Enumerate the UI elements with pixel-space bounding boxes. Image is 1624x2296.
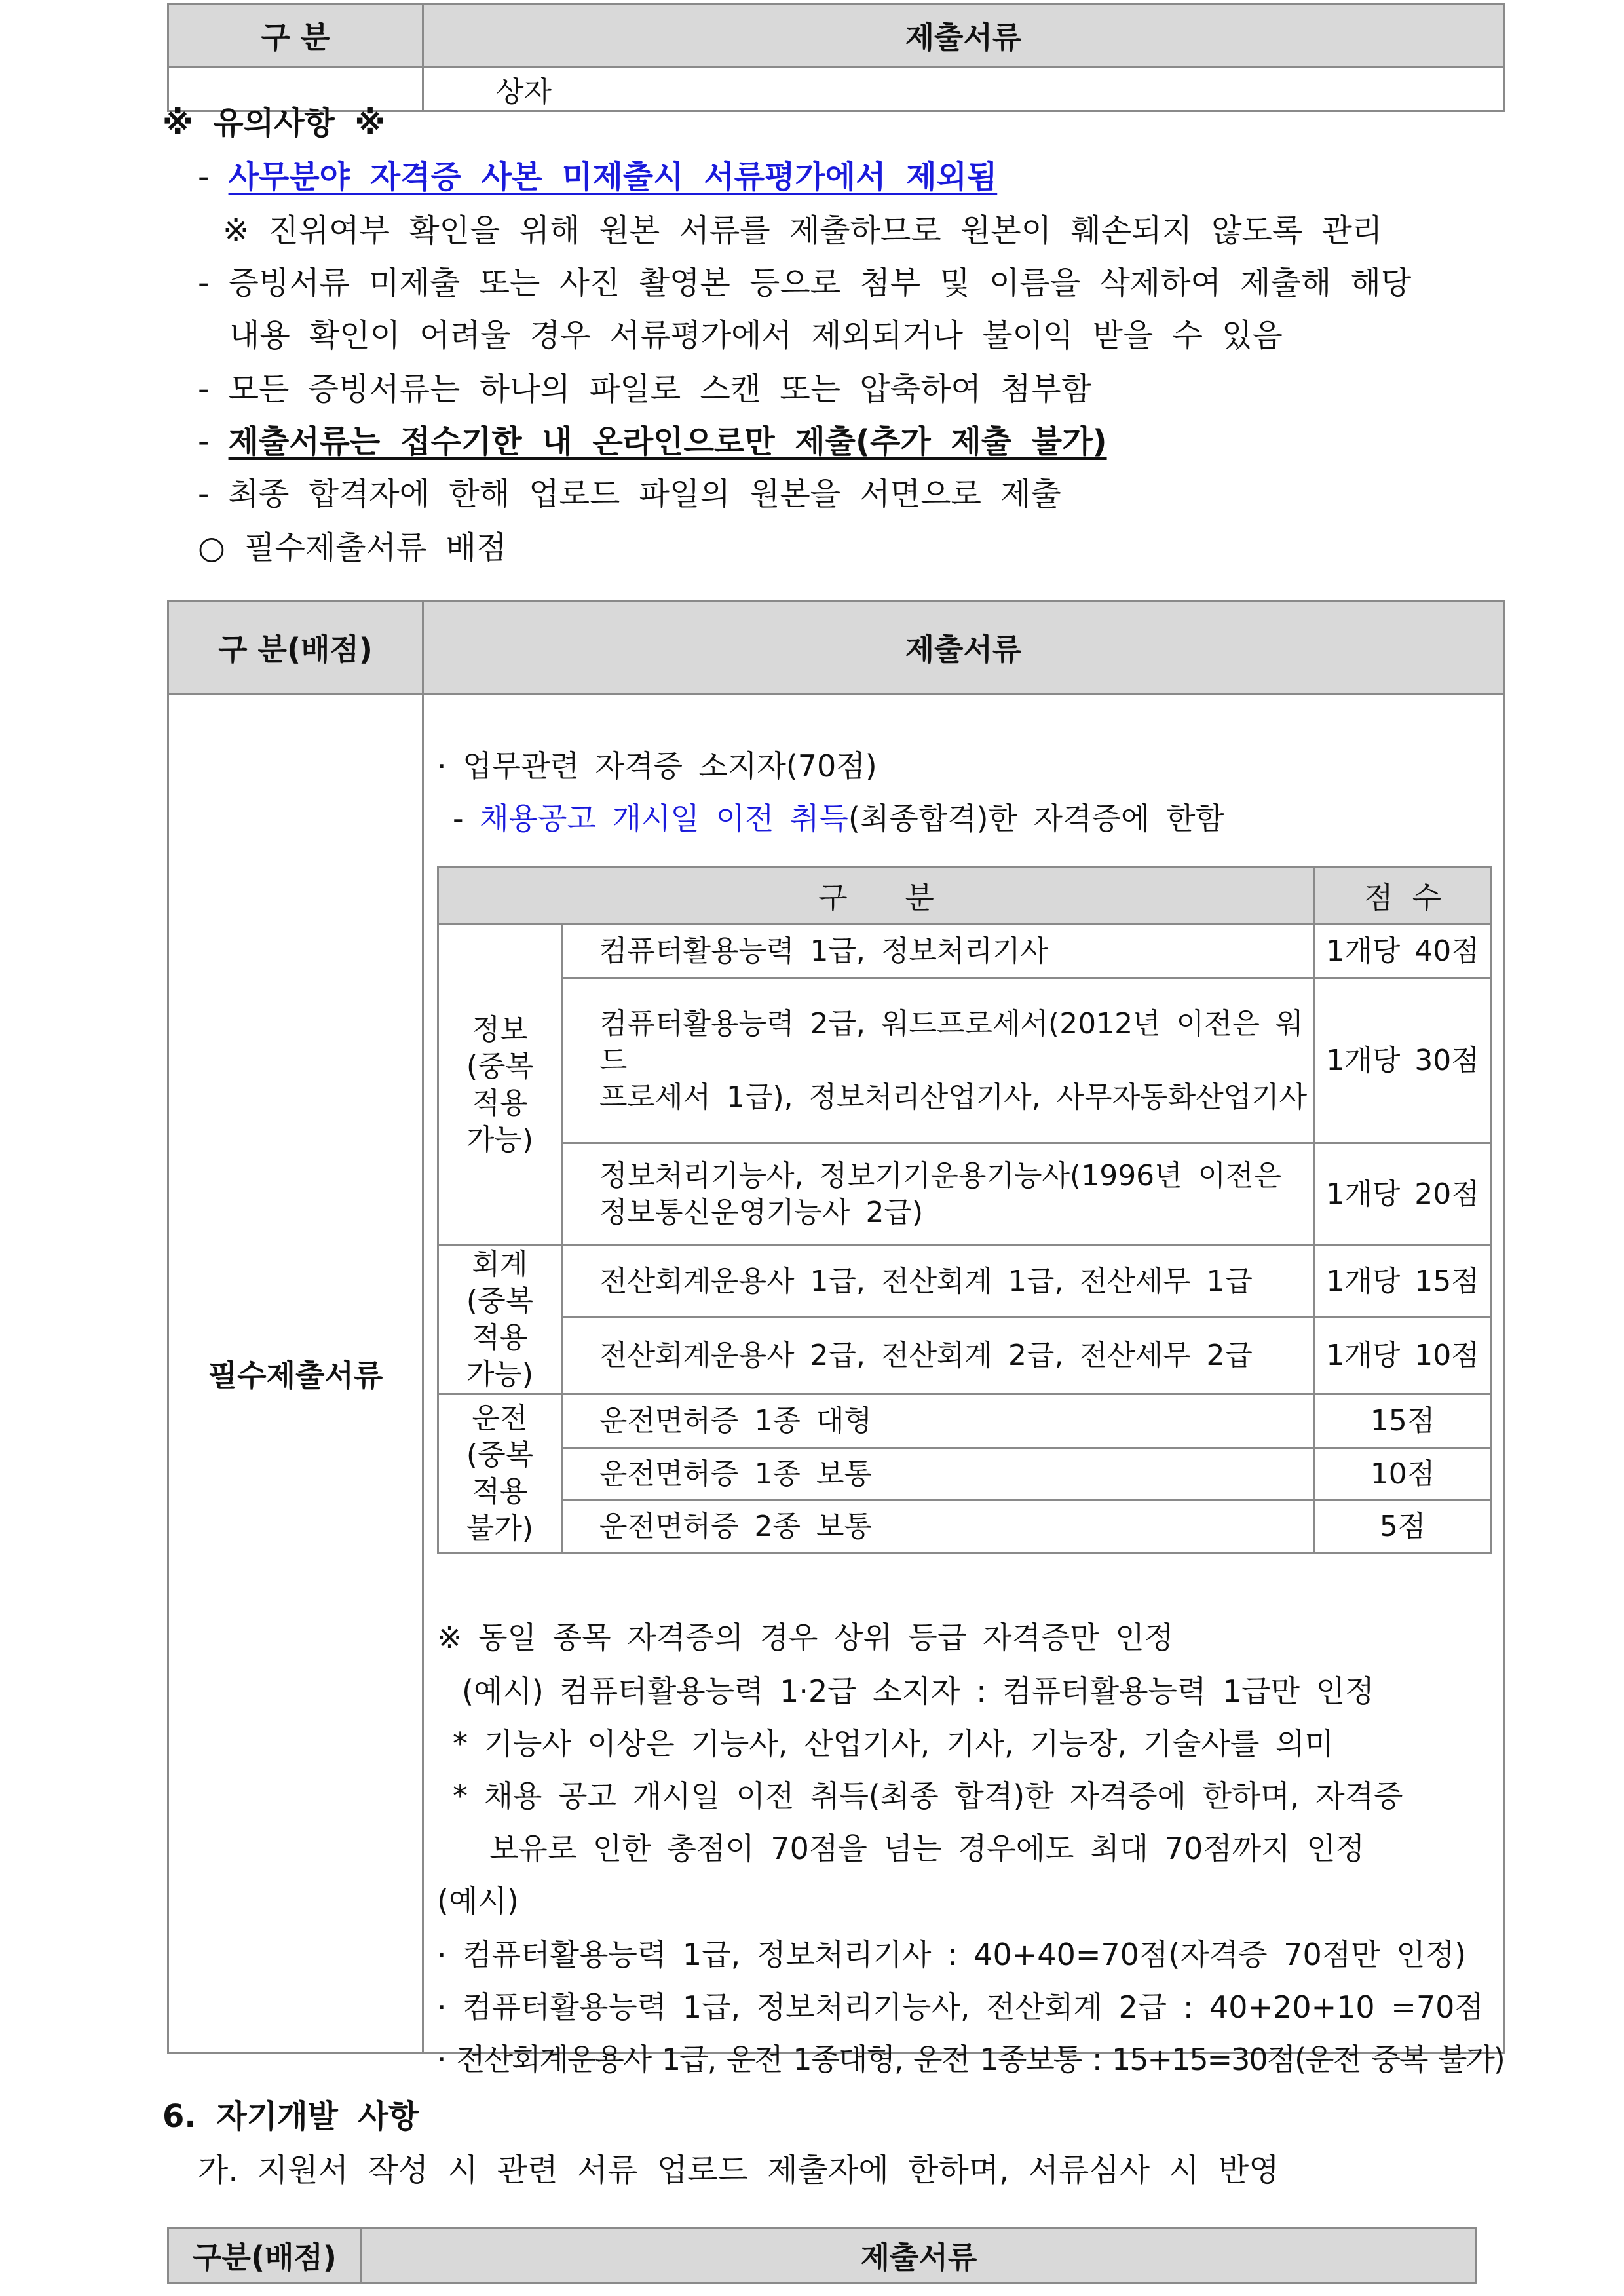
table-row-item: 운전면허증 1종 보통 xyxy=(562,1448,1315,1501)
inner-header-category: 구 분 xyxy=(438,868,1315,925)
intro-line-2 xyxy=(453,799,1224,837)
footnote-8: · 컴퓨터활용능력 1급, 정보처리기능사, 전산회계 2급 : 40+20+10 =70점 xyxy=(437,1989,1484,2025)
note-line-5: - 모든 증빙서류는 하나의 파일로 스캔 또는 압축하여 첨부함 xyxy=(198,371,1092,408)
table-row-item: 컴퓨터활용능력 2급, 워드프로세서(2012년 이전은 워드 프로세서 1급), 정보처리산업기사, 사무자동화산업기사 xyxy=(562,978,1315,1143)
intro-tail: (최종합격)한 자격증에 한함 xyxy=(848,801,1224,836)
table-row-score: 10점 xyxy=(1315,1448,1491,1501)
certificate-score-table xyxy=(437,866,1492,1554)
table-row-score: 1개당 10점 xyxy=(1315,1318,1491,1394)
table-row-item: 운전면허증 1종 대형 xyxy=(562,1394,1315,1448)
section-6-title: 6. 자기개발 사항 xyxy=(162,2098,419,2135)
section-6-desc: 가. 지원서 작성 시 관련 서류 업로드 제출자에 한하며, 서류심사 시 반영 xyxy=(198,2152,1279,2189)
footnote-9: · 전산회계운용사 1급, 운전 1종대형, 운전 1종보통 : 15+15=30점(운전 중복 불가) xyxy=(437,2042,1504,2077)
intro-line-1: · 업무관련 자격증 소지자(70점) xyxy=(437,748,877,784)
note-line-1 xyxy=(198,157,997,197)
category-accounting: 회계 (중복 적용 가능) xyxy=(438,1246,562,1394)
top-table-value: 상자 xyxy=(496,75,552,109)
main-table-header-category: 구 분(배점) xyxy=(168,602,423,694)
note-highlight-6: 제출서류는 접수기한 내 온라인으로만 제출(추가 제출 불가) xyxy=(228,423,1107,460)
note-bullet-1: - xyxy=(198,159,229,195)
inner-header-score: 점 수 xyxy=(1315,868,1491,925)
bottom-table-header-documents: 제출서류 xyxy=(362,2228,1477,2284)
main-table-content xyxy=(423,694,1504,2077)
table-row-score: 15점 xyxy=(1315,1394,1491,1448)
bottom-table-header-category: 구분(배점) xyxy=(168,2228,362,2284)
footnote-6: (예시) xyxy=(437,1883,519,1919)
note-line-6 xyxy=(198,422,1107,461)
note-line-7: - 최종 합격자에 한해 업로드 파일의 원본을 서면으로 제출 xyxy=(198,476,1061,512)
note-highlight-1: 사무분야 자격증 사본 미제출시 서류평가에서 제외됨 xyxy=(228,159,998,195)
table-row-score: 1개당 20점 xyxy=(1315,1143,1491,1246)
main-table xyxy=(167,600,1505,2077)
footnote-4: * 채용 공고 개시일 이전 취득(최종 합격)한 자격증에 한하며, 자격증 xyxy=(453,1778,1403,1814)
note-line-4: 내용 확인이 어려울 경우 서류평가에서 제외되거나 불이익 받을 수 있음 xyxy=(229,317,1283,354)
table-row-score: 1개당 40점 xyxy=(1315,925,1491,978)
footnote-1: ※ 동일 종목 자격증의 경우 상위 등급 자격증만 인정 xyxy=(437,1620,1174,1655)
table-row-score: 1개당 15점 xyxy=(1315,1246,1491,1318)
table-row-score: 5점 xyxy=(1315,1501,1491,1553)
footnote-5: 보유로 인한 총점이 70점을 넘는 경우에도 최대 70점까지 인정 xyxy=(489,1831,1365,1866)
table-row-score: 1개당 30점 xyxy=(1315,978,1491,1143)
footnote-3: * 기능사 이상은 기능사, 산업기사, 기사, 기능장, 기술사를 의미 xyxy=(453,1726,1334,1761)
notes-heading: ※ 유의사항 ※ xyxy=(162,105,386,142)
category-driving: 운전 (중복 적용 불가) xyxy=(438,1394,562,1553)
notes-section xyxy=(0,0,1624,577)
note-line-2: ※ 진위여부 확인을 위해 원본 서류를 제출하므로 원본이 훼손되지 않도록 관리 xyxy=(223,212,1383,249)
footnote-7: · 컴퓨터활용능력 1급, 정보처리기사 : 40+40=70점(자격증 70점만 인정) xyxy=(437,1937,1467,1972)
intro-dash: - xyxy=(453,801,480,836)
note-bullet-6: - xyxy=(198,423,229,460)
table-row-item: 전산회계운용사 1급, 전산회계 1급, 전산세무 1급 xyxy=(562,1246,1315,1318)
category-info: 정보 (중복 적용 가능) xyxy=(438,925,562,1246)
note-line-8: ○ 필수제출서류 배점 xyxy=(198,529,507,566)
main-table-row-label: 필수제출서류 xyxy=(168,694,423,2054)
table-row-item: 컴퓨터활용능력 1급, 정보처리기사 xyxy=(562,925,1315,978)
top-table-header-category: 구 분 xyxy=(168,4,423,67)
note-line-3: - 증빙서류 미제출 또는 사진 촬영본 등으로 첨부 및 이름을 삭제하여 제출해 해당 xyxy=(198,265,1412,301)
bottom-table xyxy=(167,2227,1477,2284)
footnote-2: (예시) 컴퓨터활용능력 1·2급 소지자 : 컴퓨터활용능력 1급만 인정 xyxy=(462,1674,1374,1709)
table-row-item: 운전면허증 2종 보통 xyxy=(562,1501,1315,1553)
main-table-header-documents: 제출서류 xyxy=(423,602,1504,694)
table-row-item: 정보처리기능사, 정보기기운용기능사(1996년 이전은 정보통신운영기능사 2급) xyxy=(562,1143,1315,1246)
table-row-item: 전산회계운용사 2급, 전산회계 2급, 전산세무 2급 xyxy=(562,1318,1315,1394)
top-table-header-documents: 제출서류 xyxy=(423,4,1504,67)
intro-highlight: 채용공고 개시일 이전 취득 xyxy=(480,801,848,836)
